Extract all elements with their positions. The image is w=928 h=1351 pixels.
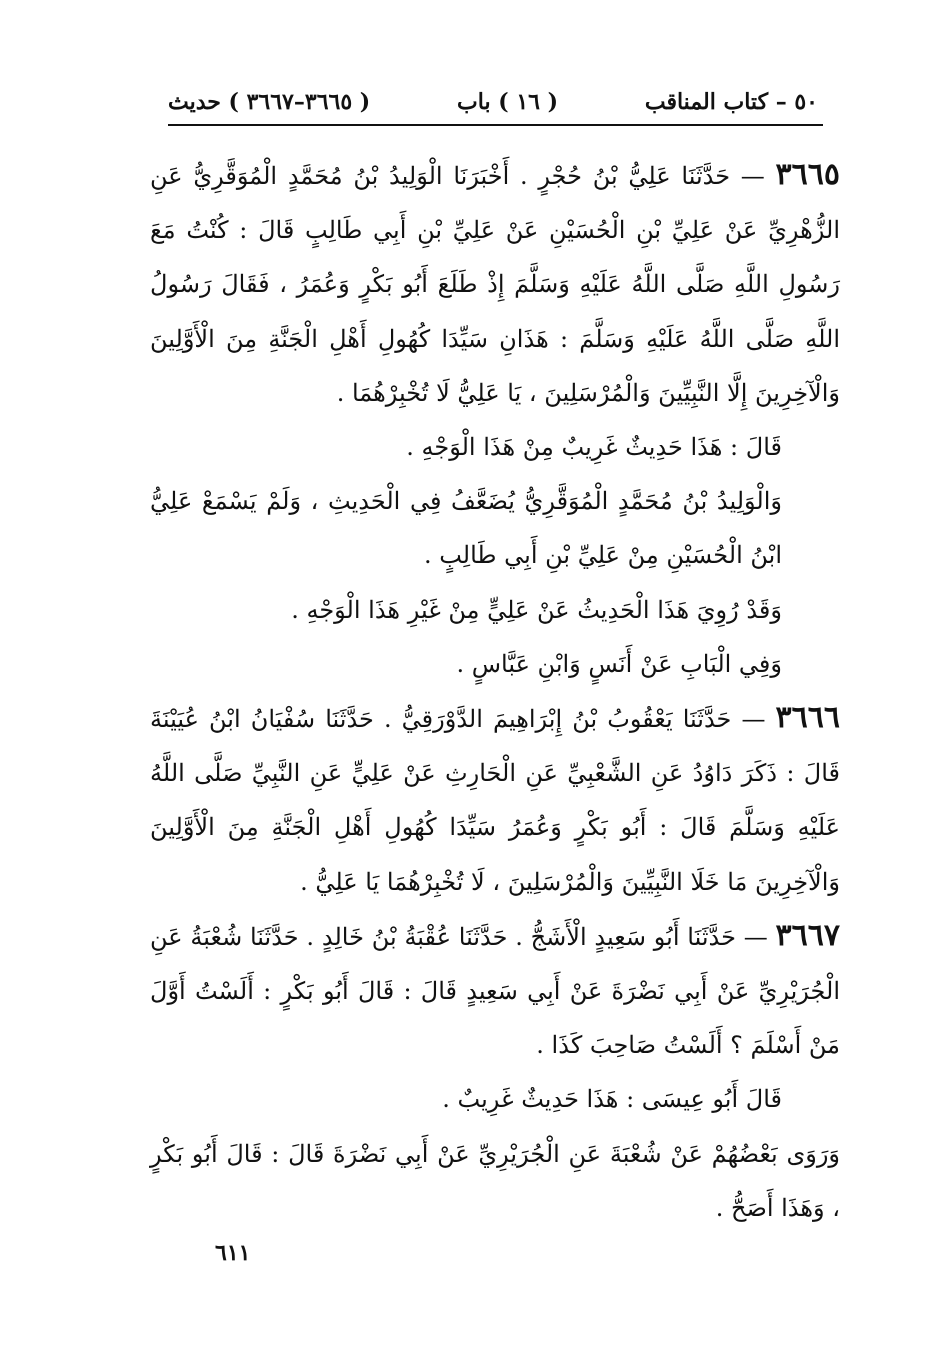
header-rule [168,124,823,126]
chapter-title: ٥٠ – كتاب المناقب [644,89,818,115]
other-route-note [150,583,840,637]
bab-title: ( ١٦ ) باب [457,89,559,115]
page-header [168,80,818,124]
hadith-3666 [150,691,840,909]
paragraph-text: وَفِي الْبَابِ عَنْ أَنَسٍ وَابْنِ عَبَّاسٍ . [456,649,782,678]
hadith-number: ٣٦٦٦ [775,700,840,736]
abu-isa-note [150,1072,840,1126]
grading-note [150,420,840,474]
hadith-3667 [150,909,840,1073]
hadith-text: — حَدَّثَنَا يَعْقُوبُ بْنُ إِبْرَاهِيمَ الدَّوْرَقِيُّ . حَدَّثَنَا سُفْيَانُ ابْنُ عُيَيْنَةَ قَالَ : ذَكَرَ دَاوُدُ عَنِ الشَّعْبِيِّ عَنِ الْحَارِثِ عَنْ عَلِيٍّ عَنِ النَّبِيِّ صَلَّى اللَّهُ عَلَيْهِ وَسَلَّمَ قَالَ : أَبُو بَكْرٍ وَعُمَرُ سَيِّدَا كُهُولِ أَهْلِ الْجَنَّةِ مِنَ الْأَوَّلِينَ وَالْآخِرِينَ مَا خَلَا النَّبِيِّينَ وَالْمُرْسَلِينَ ، لَا تُخْبِرْهُمَا يَا عَلِيُّ . [150,705,840,896]
hadith-3665 [150,148,840,420]
paragraph-text: قَالَ : هَذَا حَدِيثٌ غَرِيبٌ مِنْ هَذَا الْوَجْهِ . [406,433,782,462]
paragraph-text: وَقَدْ رُوِيَ هَذَا الْحَدِيثُ عَنْ عَلِيٍّ مِنْ غَيْرِ هَذَا الْوَجْهِ . [291,595,782,624]
hadith-number: ٣٦٦٥ [775,157,840,192]
paragraph-text: وَالْوَلِيدُ بْنُ مُحَمَّدٍ الْمُوَقَّرِيُّ يُضَعَّفُ فِي الْحَدِيثِ ، وَلَمْ يَسْمَعْ عَلِيُّ ابْنُ الْحُسَيْنِ مِنْ عَلِيِّ بْنِ أَبِي طَالِبٍ . [150,487,782,570]
page-number: ٦١١ [215,1240,251,1266]
hadith-text: — حَدَّثَنَا عَلِيُّ بْنُ حُجْرٍ . أَخْبَرَنَا الْوَلِيدُ بْنُ مُحَمَّدٍ الْمُوَقَّرِيُّ عَنِ الزُّهْرِيِّ عَنْ عَلِيِّ بْنِ الْحُسَيْنِ عَنْ عَلِيِّ بْنِ أَبِي طَالِبٍ قَالَ : كُنْتُ مَعَ رَسُولِ اللَّهِ صَلَّى اللَّهُ عَلَيْهِ وَسَلَّمَ إِذْ طَلَعَ أَبُو بَكْرٍ وَعُمَرُ ، فَقَالَ رَسُولُ اللَّهِ صَلَّى اللَّهُ عَلَيْهِ وَسَلَّمَ : هَذَانِ سَيِّدَا كُهُولِ أَهْلِ الْجَنَّةِ مِنَ الْأَوَّلِينَ وَالْآخِرِينَ إِلَّا النَّبِيِّينَ وَالْمُرْسَلِينَ ، يَا عَلِيُّ لَا تُخْبِرْهُمَا . [150,162,840,407]
paragraph-text: قَالَ أَبُو عِيسَى : هَذَا حَدِيثٌ غَرِيبٌ . [442,1085,782,1114]
hadith-number: ٣٦٦٧ [775,917,840,953]
chapter-note [150,637,840,691]
narrator-note [150,474,840,582]
hadith-text: — حَدَّثَنَا أَبُو سَعِيدٍ الْأَشَجُّ . حَدَّثَنَا عُقْبَةُ بْنُ خَالِدٍ . حَدَّثَنَا شُعْبَةُ عَنِ الْجُرَيْرِيِّ عَنْ أَبِي نَضْرَةَ عَنْ أَبِي سَعِيدٍ قَالَ : قَالَ أَبُو بَكْرٍ : أَلَسْتُ أَوَّلَ مَنْ أَسْلَمَ ؟ أَلَسْتُ صَاحِبَ كَذَا . [150,922,840,1060]
page-body [150,148,840,1235]
paragraph-text: وَرَوَى بَعْضُهُمْ عَنْ شُعْبَةَ عَنِ الْجُرَيْرِيِّ عَنْ أَبِي نَضْرَةَ قَالَ : قَالَ أَبُو بَكْرٍ ، وَهَذَا أَصَحُّ . [150,1139,840,1222]
hadith-range: ( ٣٦٦٥–٣٦٦٧ ) حديث [168,89,371,115]
variant-note [150,1127,840,1235]
